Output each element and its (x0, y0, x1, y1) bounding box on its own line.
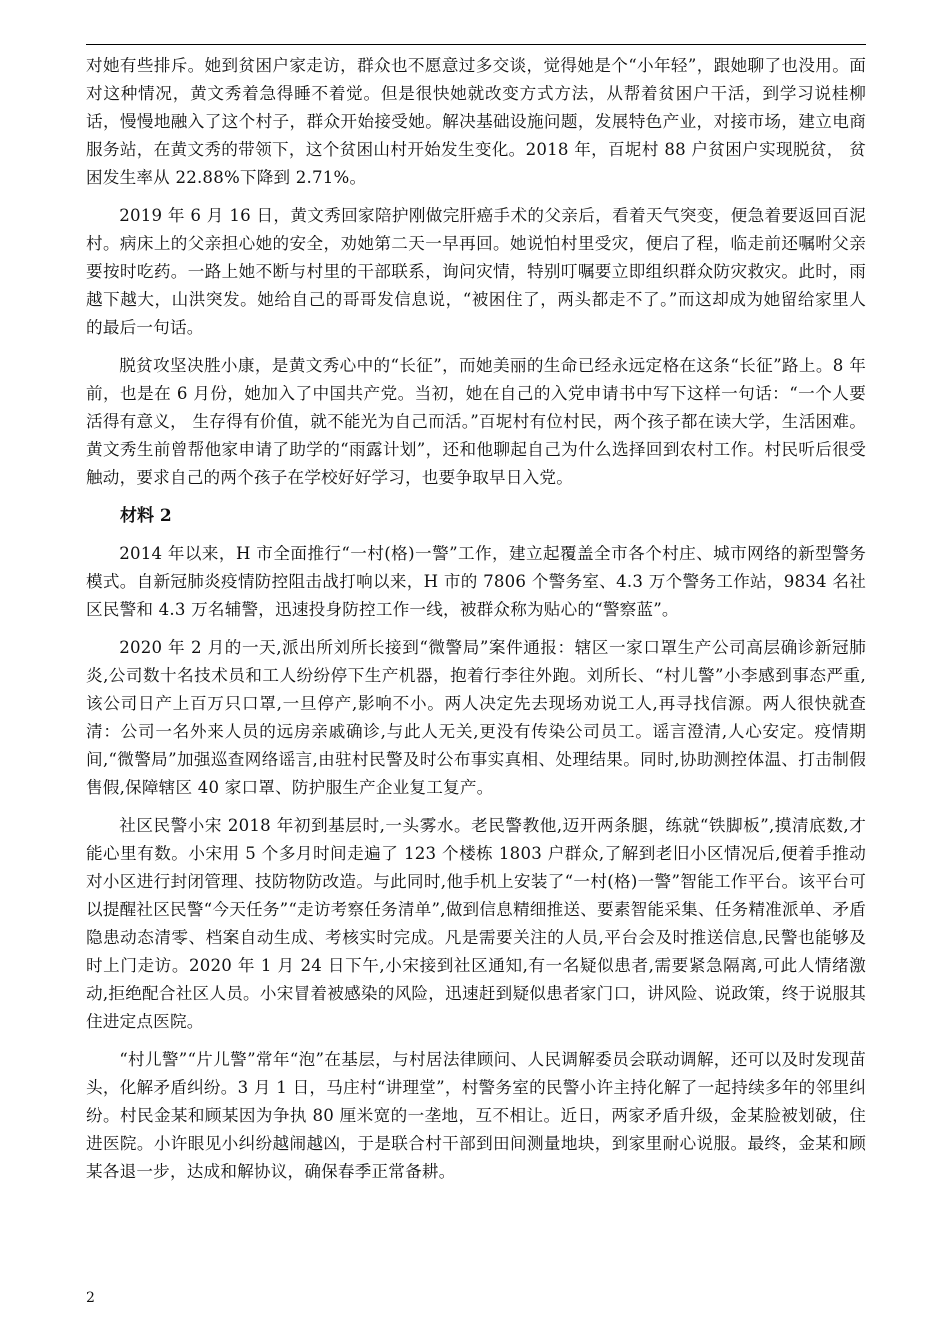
paragraph: 2019 年 6 月 16 日，黄文秀回家陪护刚做完肝癌手术的父亲后，看着天气突变，便急着要返回百泥村。病床上的父亲担心她的安全，劝她第二天一早再回。她说怕村里受灾，便启了程，临走前还嘱咐父亲要按时吃药。一路上她不断与村里的干部联系，询问灾情，特别叮嘱要立即组织群众防灾救灾。此时，雨越下越大，山洪突发。她给自己的哥哥发信息说，“被困住了，两头都走不了。”而这却成为她留给家里人的最后一句话。 (86, 206, 866, 337)
paragraph: 社区民警小宋 2018 年初到基层时,一头雾水。老民警教他,迈开两条腿，练就“铁脚板”,摸清底数,才能心里有数。小宋用 5 个多月时间走遍了 123 个楼栋 1803 户群众,了解到老旧小区情况后,便着手推动对小区进行封闭管理、技防物防改造。与此同时,他手机上安装了“一村(格)一警”智能工作平台。该平台可以提醒社区民警“今天任务”“走访考察任务清单”,做到信息精细推送、要素智能采集、任务精准派单、矛盾隐患动态清零、档案自动生成、考核实时完成。凡是需要关注的人员,平台会及时推送信息,民警也能够及时上门走访。2020 年 1 月 24 日下午,小宋接到社区通知,有一名疑似患者,需要紧急隔离,可此人情绪激动,拒绝配合社区人员。小宋冒着被感染的风险，迅速赶到疑似患者家门口，讲风险、说政策，终于说服其住进定点医院。 (86, 816, 866, 1031)
paragraph: “村儿警”“片儿警”常年“泡”在基层，与村居法律顾问、人民调解委员会联动调解，还可以及时发现苗头，化解矛盾纠纷。3 月 1 日，马庄村“讲理堂”，村警务室的民警小许主持化解了一起持续多年的邻里纠纷。村民金某和顾某因为争执 80 厘米宽的一垄地，互不相让。近日，两家矛盾升级，金某脸被划破，住进医院。小许眼见小纠纷越闹越凶，于是联合村干部到田间测量地块，到家里耐心说服。最终，金某和顾某各退一步，达成和解协议，确保春季正常备耕。 (86, 1050, 866, 1181)
page-number: 2 (86, 1290, 95, 1306)
paragraph: 2014 年以来，H 市全面推行“一村(格)一警”工作，建立起覆盖全市各个村庄、城市网络的新型警务模式。自新冠肺炎疫情防控阻击战打响以来，H 市的 7806 个警务室、4.3 万个警务工作站，9834 名社区民警和 4.3 万名辅警，迅速投身防控工作一线，被群众称为贴心的“警察蓝”。 (86, 544, 866, 619)
paragraph: 2020 年 2 月的一天,派出所刘所长接到“微警局”案件通报：辖区一家口罩生产公司高层确诊新冠肺炎,公司数十名技术员和工人纷纷停下生产机器，抱着行李往外跑。刘所长、“村儿警”小李感到事态严重,该公司日产上百万只口罩,一旦停产,影响不小。两人决定先去现场劝说工人,再寻找信源。两人很快就查清：公司一名外来人员的远房亲戚确诊,与此人无关,更没有传染公司员工。谣言澄清,人心安定。疫情期间,“微警局”加强巡查网络谣言,由驻村民警及时公布事实真相、处理结果。同时,协助测控体温、打击制假售假,保障辖区 40 家口罩、防护服生产企业复工复产。 (86, 638, 866, 797)
section-heading: 材料 2 (120, 506, 172, 526)
header-rule (86, 44, 866, 45)
document-body (86, 52, 866, 1196)
paragraph-continued: 对她有些排斥。她到贫困户家走访，群众也不愿意过多交谈，觉得她是个“小年轻”，跟她聊了也没用。面对这种情况，黄文秀着急得睡不着觉。但是很快她就改变方式方法，从帮着贫困户干活，到学习说桂柳话，慢慢地融入了这个村子，群众开始接受她。解决基础设施问题，发展特色产业，对接市场，建立电商服务站，在黄文秀的带领下，这个贫困山村开始发生变化。2018 年，百坭村 88 户贫困户实现脱贫， 贫困发生率从 22.88%下降到 2.71%。 (86, 56, 866, 187)
paragraph: 脱贫攻坚决胜小康，是黄文秀心中的“长征”，而她美丽的生命已经永远定格在这条“长征”路上。8 年前，也是在 6 月份，她加入了中国共产党。当初，她在自己的入党申请书中写下这样一句话：“一个人要活得有意义， 生存得有价值，就不能光为自己而活。”百坭村有位村民，两个孩子都在读大学，生活困难。黄文秀生前曾帮他家申请了助学的“雨露计划”，还和他聊起自己为什么选择回到农村工作。村民听后很受触动，要求自己的两个孩子在学校好好学习，也要争取早日入党。 (86, 356, 866, 487)
